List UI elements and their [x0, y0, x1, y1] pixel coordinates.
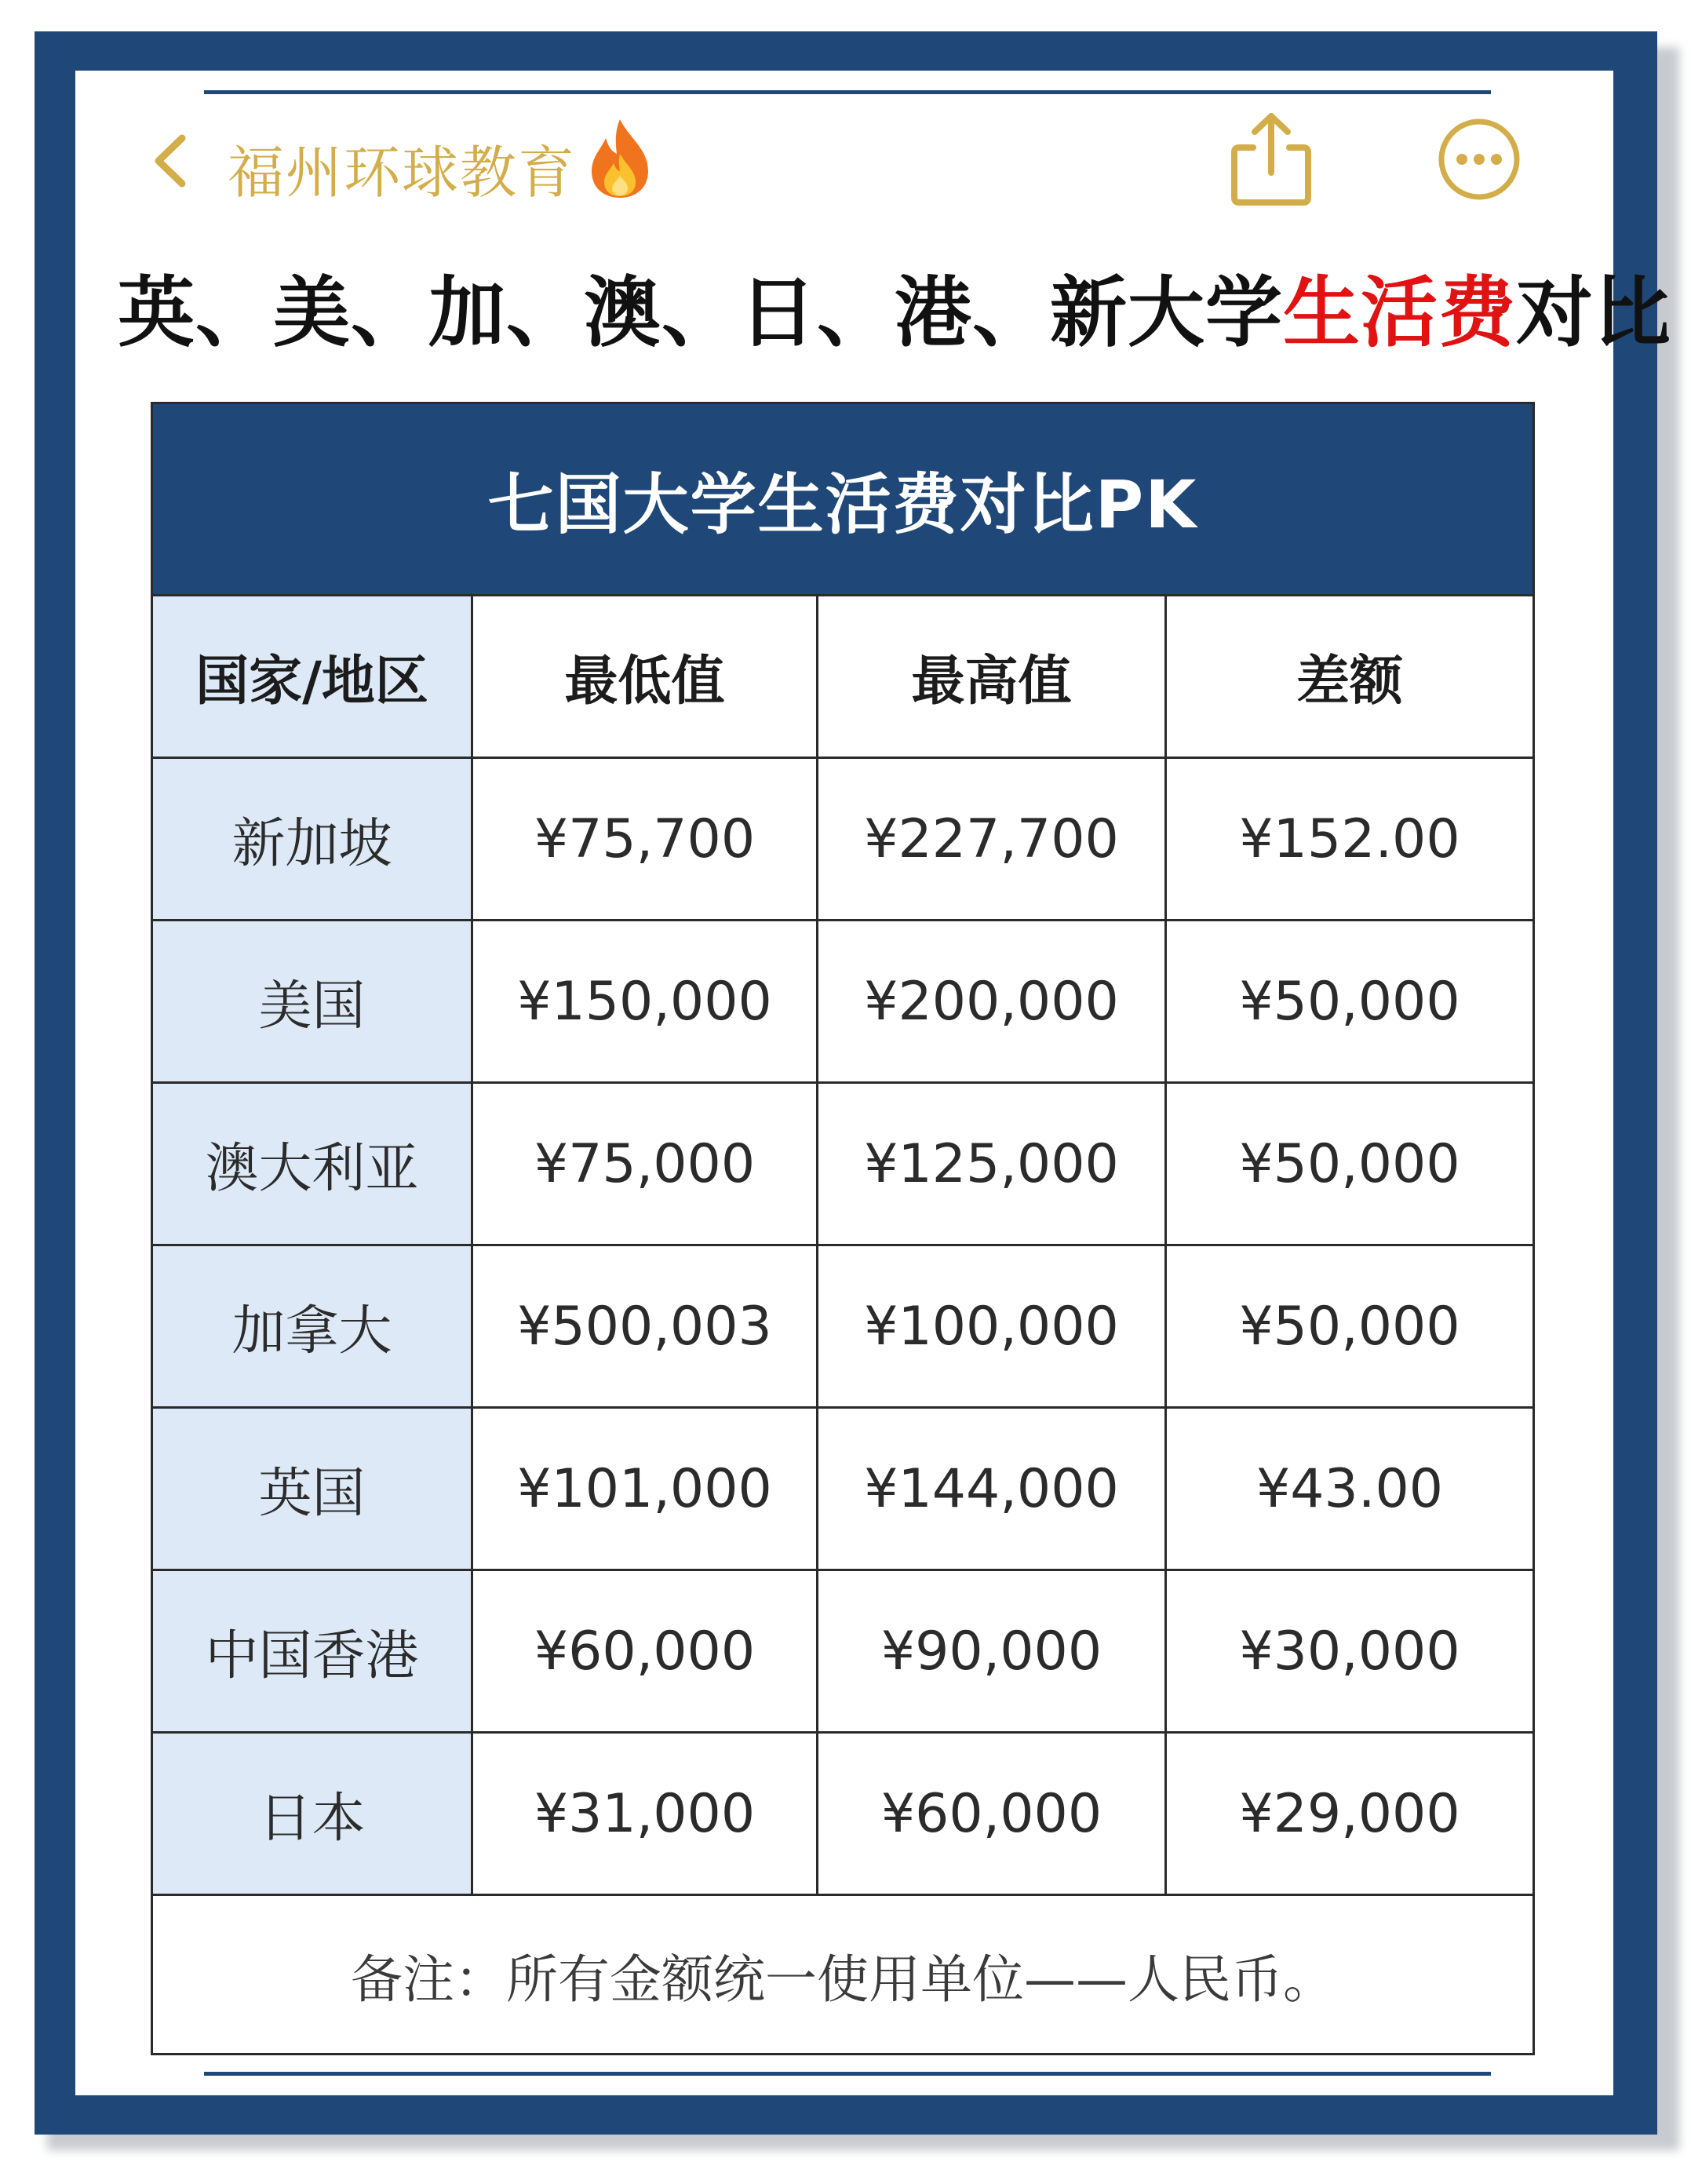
headline-highlight: 生活费: [1283, 268, 1517, 358]
max-cell: ¥144,000: [818, 1409, 1167, 1569]
share-icon[interactable]: [1228, 110, 1314, 208]
account-name[interactable]: 福州环球教育: [228, 140, 577, 206]
headline-suffix: 对比: [1516, 268, 1672, 358]
diff-cell: ¥50,000: [1239, 1132, 1460, 1195]
diff-cell: ¥152.00: [1239, 808, 1460, 870]
region-cell: 日本: [153, 1734, 473, 1894]
min-cell: ¥75,000: [473, 1084, 818, 1244]
min-cell: ¥75,700: [473, 759, 818, 919]
column-header-region: 国家/地区: [153, 596, 473, 757]
cost-comparison-table: [151, 402, 1535, 2055]
min-cell: ¥60,000: [473, 1571, 818, 1731]
diff-cell: ¥30,000: [1239, 1620, 1460, 1683]
region-cell: 澳大利亚: [153, 1084, 473, 1244]
table-row: [153, 1084, 1532, 1246]
diff-cell: ¥50,000: [1239, 1295, 1460, 1358]
column-header-min: 最低值: [473, 596, 818, 757]
table-title: 七国大学生活费对比PK: [153, 404, 1532, 596]
column-header-max: 最高值: [818, 596, 1167, 757]
table-row: [153, 1246, 1532, 1409]
headline-prefix: 英、美、加、澳、日、港、新大学: [118, 268, 1284, 358]
fire-icon: [581, 115, 659, 201]
region-cell: 英国: [153, 1409, 473, 1569]
table-note: 备注：所有金额统一使用单位——人民币。: [351, 1949, 1335, 2010]
more-icon[interactable]: [1436, 116, 1522, 202]
headline: [118, 251, 1672, 362]
min-cell: ¥31,000: [473, 1734, 818, 1894]
table-row: [153, 1734, 1532, 1896]
decor-line-top: [204, 90, 1491, 94]
decor-line-bottom: [204, 2072, 1491, 2076]
region-cell: 新加坡: [153, 759, 473, 919]
diff-cell: ¥29,000: [1239, 1782, 1460, 1845]
max-cell: ¥60,000: [818, 1734, 1167, 1894]
diff-cell: ¥50,000: [1239, 970, 1460, 1033]
table-header-row: [153, 596, 1532, 759]
min-cell: ¥101,000: [473, 1409, 818, 1569]
min-cell: ¥150,000: [473, 921, 818, 1081]
table-row: [153, 921, 1532, 1084]
chevron-left-icon[interactable]: [152, 133, 187, 188]
diff-cell: ¥43.00: [1256, 1457, 1443, 1520]
max-cell: ¥90,000: [818, 1571, 1167, 1731]
column-header-diff: 差额: [1296, 650, 1403, 713]
region-cell: 加拿大: [153, 1246, 473, 1406]
region-cell: 中国香港: [153, 1571, 473, 1731]
table-row: [153, 1571, 1532, 1734]
max-cell: ¥100,000: [818, 1246, 1167, 1406]
min-cell: ¥500,003: [473, 1246, 818, 1406]
table-row: [153, 759, 1532, 921]
max-cell: ¥125,000: [818, 1084, 1167, 1244]
region-cell: 美国: [153, 921, 473, 1081]
top-nav-bar: [141, 110, 1554, 212]
max-cell: ¥200,000: [818, 921, 1167, 1081]
table-row: [153, 1409, 1532, 1571]
max-cell: ¥227,700: [818, 759, 1167, 919]
